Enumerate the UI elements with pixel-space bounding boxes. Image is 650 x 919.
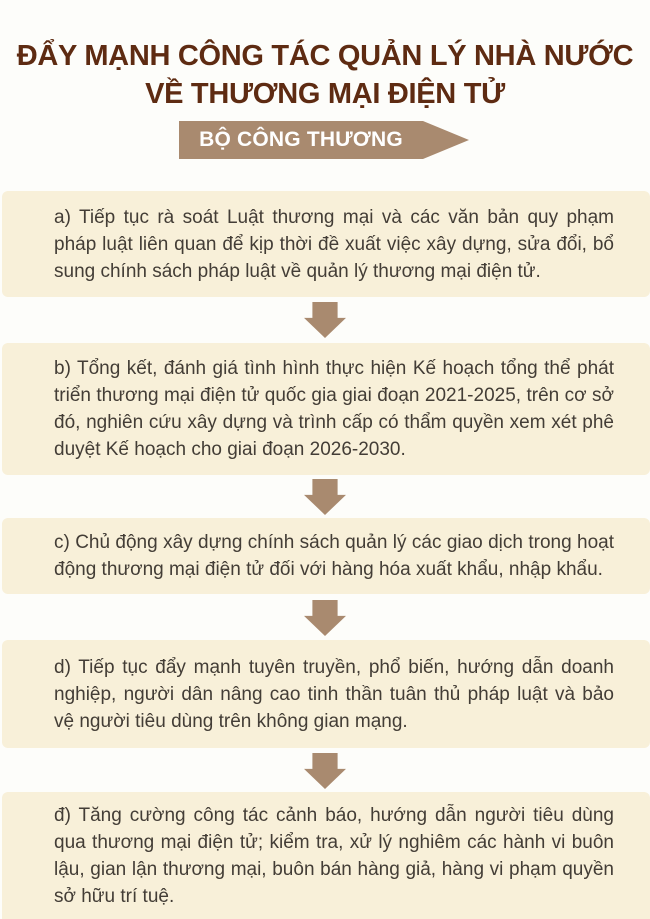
- arrow-down-icon: [304, 479, 346, 515]
- task-text-c: c) Chủ động xây dựng chính sách quản lý các giao dịch trong hoạt động thương mại điện tử đối với hàng hóa xuất khẩu, nhập khẩu.: [54, 532, 614, 580]
- task-block-dd: [2, 792, 650, 919]
- task-block-a: [2, 191, 650, 297]
- task-text-dd: đ) Tăng cường công tác cảnh báo, hướng dẫn người tiêu dùng qua thương mại điện tử; kiểm tra, xử lý nghiêm các hành vi buôn lậu, gian lận thương mại, buôn bán hàng giả, hàng vi phạm quyền sở hữu trí tuệ.: [54, 804, 614, 907]
- task-text-b: b) Tổng kết, đánh giá tình hình thực hiện Kế hoạch tổng thể phát triển thương mại điện tử quốc gia giai đoạn 2021-2025, trên cơ sở đó, nghiên cứu xây dựng và trình cấp có thẩm quyền xem xét phê duyệt Kế hoạch cho giai đoạn 2026-2030.: [54, 358, 614, 460]
- task-text-d: d) Tiếp tục đẩy mạnh tuyên truyền, phổ biến, hướng dẫn doanh nghiệp, người dân nâng cao tinh thần tuân thủ pháp luật và bảo vệ người tiêu dùng trên không gian mạng.: [54, 656, 614, 732]
- arrow-down-icon: [304, 753, 346, 789]
- page-title-line-2: VỀ THƯƠNG MẠI ĐIỆN TỬ: [145, 78, 505, 111]
- page-title-line-1: ĐẨY MẠNH CÔNG TÁC QUẢN LÝ NHÀ NƯỚC: [16, 40, 634, 73]
- arrow-right-icon: [423, 121, 469, 159]
- page-title: [0, 37, 650, 113]
- task-block-d: [2, 640, 650, 748]
- arrow-down-icon: [304, 302, 346, 338]
- ministry-banner-label: BỘ CÔNG THƯƠNG: [179, 121, 423, 159]
- task-block-c: [2, 518, 650, 594]
- task-text-a: a) Tiếp tục rà soát Luật thương mại và các văn bản quy phạm pháp luật liên quan để kịp thời đề xuất việc xây dựng, sửa đổi, bổ sung chính sách pháp luật về quản lý thương mại điện tử.: [54, 206, 614, 282]
- task-block-b: [2, 343, 650, 475]
- arrow-down-icon: [304, 600, 346, 636]
